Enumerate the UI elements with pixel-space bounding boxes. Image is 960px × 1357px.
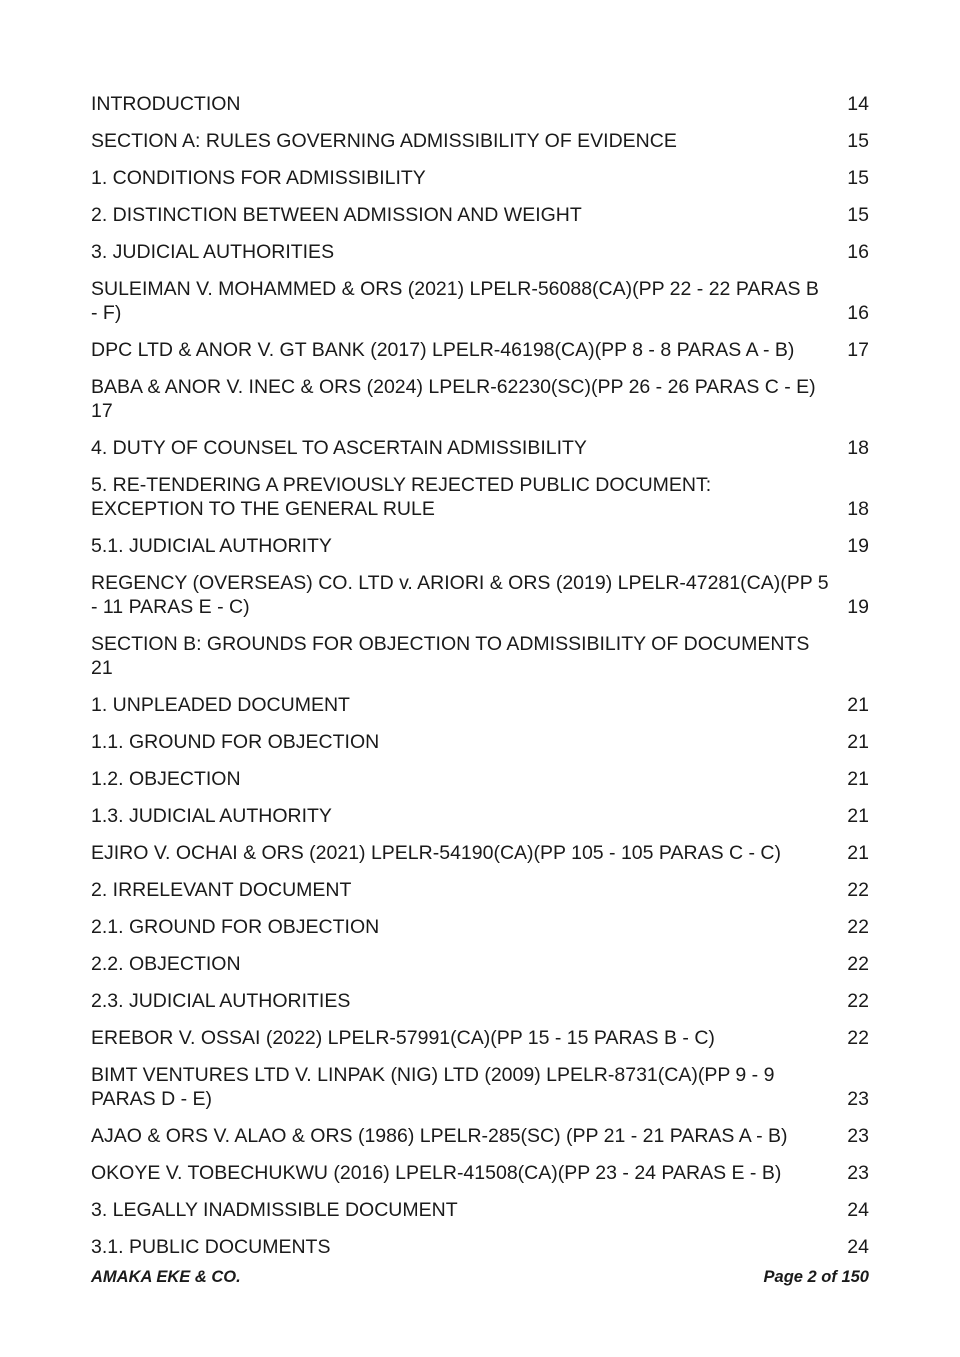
toc-entry-page: 16 [847,302,869,324]
toc-entry-title: 1.2. OBJECTION [91,768,241,790]
toc-entry-page: 16 [847,241,869,263]
toc-entry[interactable] [91,767,869,791]
toc-entry-page: 22 [847,1027,869,1049]
toc-entry[interactable] [91,277,869,325]
toc-entry[interactable] [91,240,869,264]
toc-entry-title: 5. RE-TENDERING A PREVIOUSLY REJECTED PUBLIC DOCUMENT: EXCEPTION TO THE GENERAL RULE [91,474,712,520]
toc-entry-page: 17 [847,339,869,361]
toc-entry[interactable] [91,129,869,153]
toc-entry[interactable] [91,166,869,190]
toc-entry[interactable] [91,436,869,460]
toc-entry-page: 17 [91,400,113,422]
toc-entry-page: 15 [847,167,869,189]
toc-entry-page: 21 [847,731,869,753]
toc-entry-page: 21 [91,657,113,679]
toc-entry-page: 23 [847,1125,869,1147]
toc-entry-title: 2.3. JUDICIAL AUTHORITIES [91,990,351,1012]
toc-entry[interactable] [91,203,869,227]
toc-entry[interactable] [91,375,869,423]
toc-entry-title: EREBOR V. OSSAI (2022) LPELR-57991(CA)(PP 15 - 15 PARAS B - C) [91,1027,715,1049]
toc-entry[interactable] [91,534,869,558]
toc-entry-page: 21 [847,842,869,864]
toc-entry[interactable] [91,338,869,362]
toc-entry[interactable] [91,1124,869,1148]
toc-entry-title: 3. LEGALLY INADMISSIBLE DOCUMENT [91,1199,458,1221]
toc-entry-title: 1. CONDITIONS FOR ADMISSIBILITY [91,167,426,189]
toc-entry[interactable] [91,952,869,976]
toc-entry-title: SECTION B: GROUNDS FOR OBJECTION TO ADMISSIBILITY OF DOCUMENTS [91,633,810,655]
toc-entry-title: 5.1. JUDICIAL AUTHORITY [91,535,332,557]
table-of-contents [91,92,869,1272]
toc-entry[interactable] [91,1161,869,1185]
toc-entry-title: OKOYE V. TOBECHUKWU (2016) LPELR-41508(CA)(PP 23 - 24 PARAS E - B) [91,1162,782,1184]
toc-entry[interactable] [91,693,869,717]
toc-entry[interactable] [91,473,869,521]
toc-entry-page: 21 [847,694,869,716]
toc-entry[interactable] [91,92,869,116]
footer-firm-name: AMAKA EKE & CO. [91,1268,241,1286]
toc-entry-page: 24 [847,1199,869,1221]
toc-entry[interactable] [91,841,869,865]
toc-entry-title: BIMT VENTURES LTD V. LINPAK (NIG) LTD (2009) LPELR-8731(CA)(PP 9 - 9 PARAS D - E) [91,1064,775,1110]
toc-entry-title: INTRODUCTION [91,93,241,115]
toc-entry-page: 19 [847,596,869,618]
toc-entry-page: 23 [847,1088,869,1110]
toc-entry-title: EJIRO V. OCHAI & ORS (2021) LPELR-54190(CA)(PP 105 - 105 PARAS C - C) [91,842,781,864]
toc-entry-title: 2.1. GROUND FOR OBJECTION [91,916,380,938]
toc-entry[interactable] [91,1026,869,1050]
toc-entry-page: 22 [847,916,869,938]
toc-entry-title: 2. IRRELEVANT DOCUMENT [91,879,352,901]
toc-entry-page: 22 [847,879,869,901]
toc-entry-title: 1.1. GROUND FOR OBJECTION [91,731,380,753]
toc-entry-title: 3. JUDICIAL AUTHORITIES [91,241,335,263]
toc-entry-title: REGENCY (OVERSEAS) CO. LTD v. ARIORI & ORS (2019) LPELR-47281(CA)(PP 5 - 11 PARAS E - C) [91,572,829,618]
toc-entry-page: 18 [847,498,869,520]
toc-entry[interactable] [91,915,869,939]
toc-entry-page: 14 [847,93,869,115]
toc-entry-title: AJAO & ORS V. ALAO & ORS (1986) LPELR-285(SC) (PP 21 - 21 PARAS A - B) [91,1125,788,1147]
toc-entry[interactable] [91,1198,869,1222]
toc-entry-title: 4. DUTY OF COUNSEL TO ASCERTAIN ADMISSIBILITY [91,437,587,459]
toc-entry-page: 18 [847,437,869,459]
toc-entry-title: SULEIMAN V. MOHAMMED & ORS (2021) LPELR-56088(CA)(PP 22 - 22 PARAS B - F) [91,278,819,324]
toc-entry[interactable] [91,1063,869,1111]
toc-entry-title: 2. DISTINCTION BETWEEN ADMISSION AND WEIGHT [91,204,582,226]
toc-entry[interactable] [91,804,869,828]
toc-entry-page: 22 [847,953,869,975]
toc-entry-page: 24 [847,1236,869,1258]
toc-entry[interactable] [91,878,869,902]
toc-entry-title: SECTION A: RULES GOVERNING ADMISSIBILITY OF EVIDENCE [91,130,677,152]
toc-entry-page: 21 [847,768,869,790]
toc-entry[interactable] [91,632,869,680]
toc-entry-page: 22 [847,990,869,1012]
footer-page-number: Page 2 of 150 [763,1268,869,1286]
toc-entry[interactable] [91,730,869,754]
toc-entry-page: 19 [847,535,869,557]
toc-entry-title: DPC LTD & ANOR V. GT BANK (2017) LPELR-46198(CA)(PP 8 - 8 PARAS A - B) [91,339,795,361]
toc-entry-page: 23 [847,1162,869,1184]
page-footer [91,1268,869,1287]
toc-entry[interactable] [91,571,869,619]
toc-entry-title: 3.1. PUBLIC DOCUMENTS [91,1236,331,1258]
toc-entry-title: 2.2. OBJECTION [91,953,241,975]
toc-entry[interactable] [91,1235,869,1259]
toc-entry-title: 1. UNPLEADED DOCUMENT [91,694,350,716]
toc-entry[interactable] [91,989,869,1013]
toc-entry-page: 15 [847,204,869,226]
toc-entry-page: 21 [847,805,869,827]
toc-entry-title: 1.3. JUDICIAL AUTHORITY [91,805,332,827]
toc-entry-page: 15 [847,130,869,152]
toc-entry-title: BABA & ANOR V. INEC & ORS (2024) LPELR-62230(SC)(PP 26 - 26 PARAS C - E) [91,376,816,398]
